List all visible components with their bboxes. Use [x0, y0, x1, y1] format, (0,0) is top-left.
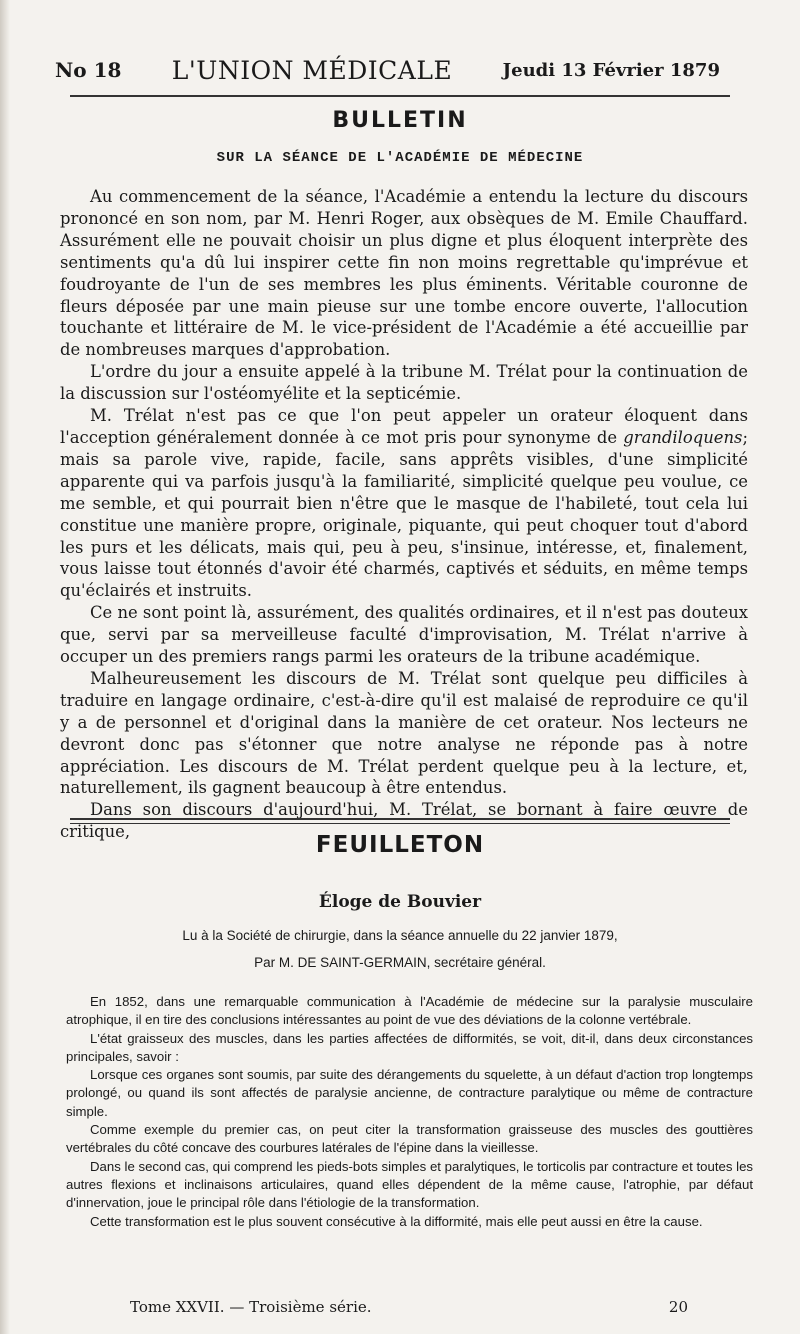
bulletin-paragraph: Au commencement de la séance, l'Académie a entendu la lecture du discours prononcé en son nom, par M. Henri Roger, aux obsèques de M. Emile Chauffard. Assurément elle ne pouvait choisir un plus digne et plus éloquent interprète des sentiments qu'a dû lui inspirer cette fin non moins regrettable qu'imprévue et foudroyante de l'un de ses membres les plus éminents. Véritable couronne de fleurs déposée par une main pieuse sur une tombe encore ouverte, l'allocution touchante et littéraire de M. le vice-président de l'Académie a été accueillie par de nombreuses marques d'approbation. — [60, 187, 748, 360]
volume-line: Tome XXVII. — Troisième série. — [130, 1298, 372, 1316]
feuilleton-paragraph: En 1852, dans une remarquable communication à l'Académie de médecine sur la paralysie musculaire atrophique, il en tire des conclusions intéressantes au point de vue des déviations de la colonne vertébrale. — [66, 994, 753, 1028]
author-line: Par M. DE SAINT-GERMAIN, secrétaire général. — [254, 955, 546, 970]
bulletin-title: BULLETIN — [332, 108, 468, 133]
header-rule — [70, 95, 730, 97]
bulletin-subtitle: SUR LA SÉANCE DE L'ACADÉMIE DE MÉDECINE — [216, 150, 584, 166]
feuilleton-rule-bottom — [70, 823, 730, 824]
feuilleton-paragraph: Comme exemple du premier cas, on peut citer la transformation graisseuse des muscles des gouttières vertébrales du côté concave des courbures latérales de l'épine dans la vieillesse. — [66, 1122, 753, 1156]
bulletin-paragraph: Ce ne sont point là, assurément, des qualités ordinaires, et il n'est pas douteux que, servi par sa merveilleuse faculté d'improvisation, M. Trélat n'arrive à occuper un des premiers rangs parmi les orateurs de la tribune académique. — [60, 603, 748, 667]
feuilleton-body — [66, 993, 753, 1231]
journal-title: L'UNION MÉDICALE — [171, 55, 453, 85]
page-footer — [130, 1298, 688, 1316]
feuilleton-rule-top — [70, 818, 730, 820]
italic-term: grandiloquens — [623, 427, 743, 447]
feuilleton-paragraph: L'état graisseux des muscles, dans les parties affectées de difformités, se voit, dit-il, dans deux circonstances principales, savoir : — [66, 1030, 753, 1064]
bulletin-paragraph: Malheureusement les discours de M. Trélat sont quelque peu difficiles à traduire en langage ordinaire, c'est-à-dire qu'il est malaisé de reproduire ce qu'il y a de personnel et d'original dans la manière de cet orateur. Nos lecteurs ne devront donc pas s'étonner que notre analyse ne réponde pas à notre appréciation. Les discours de M. Trélat perdent quelque peu à la lecture, et, naturellement, ils gagnent beaucoup à être entendus. — [60, 668, 748, 798]
issue-date: Jeudi 13 Février 1879 — [502, 59, 720, 81]
issue-number: No 18 — [55, 58, 122, 82]
feuilleton-paragraph: Lorsque ces organes sont soumis, par suite des dérangements du squelette, à un défaut d'action trop longtemps prolongé, ou quand ils sont affectés de paralysie ancienne, de contracture paralytique ou même de contracture simple. — [66, 1067, 753, 1119]
bulletin-body — [60, 186, 748, 843]
bulletin-paragraph: Dans son discours d'aujourd'hui, M. Trélat, se bornant à faire œuvre de critique, — [60, 800, 748, 842]
grandiloquens-lead: M. Trélat n'est pas ce que l'on peut appeler un orateur éloquent dans l'acception généralement donnée à ce mot pris pour synonyme de grandiloquens; mais sa parole vive, rapide, facile, sans apprêts visibles, d'une simplicité apparente qui va parfois jusqu'à la familiarité, simplicité quelque peu voulue, ce me semble, et qui pourrait bien n'être que le masque de l'habileté, tout cela lui constitue une manière propre, originale, piquante, qui peut choquer tout d'abord les purs et les délicats, mais qui, peu à peu, s'insinue, intéresse, et, finalement, vous laisse tout étonnés d'avoir été charmés, captivés et séduits, en même temps qu'éclairés et instruits. — [60, 406, 748, 601]
feuilleton-paragraph: Cette transformation est le plus souvent consécutive à la difformité, mais elle peut aussi en être la cause. — [90, 1213, 703, 1229]
feuilleton-title: FEUILLETON — [315, 832, 485, 858]
page-number: 20 — [668, 1298, 688, 1316]
bulletin-paragraph: L'ordre du jour a ensuite appelé à la tribune M. Trélat pour la continuation de la discussion sur l'ostéomyélite et la septicémie. — [60, 362, 748, 404]
feuilleton-paragraph: Dans le second cas, qui comprend les pieds-bots simples et paralytiques, le torticolis par contracture et toutes les autres flexions et inclinaisons articulaires, quand elles dépendent de la même cause, l'atrophie, par défaut d'innervation, joue le principal rôle dans l'étiologie de la transformation. — [66, 1158, 753, 1211]
page-header — [55, 50, 720, 90]
scan-edge — [0, 0, 10, 1334]
feuilleton-heading: Éloge de Bouvier — [318, 892, 482, 912]
read-at-line: Lu à la Société de chirurgie, dans la séance annuelle du 22 janvier 1879, — [182, 928, 618, 943]
bulletin-paragraph — [60, 405, 748, 602]
